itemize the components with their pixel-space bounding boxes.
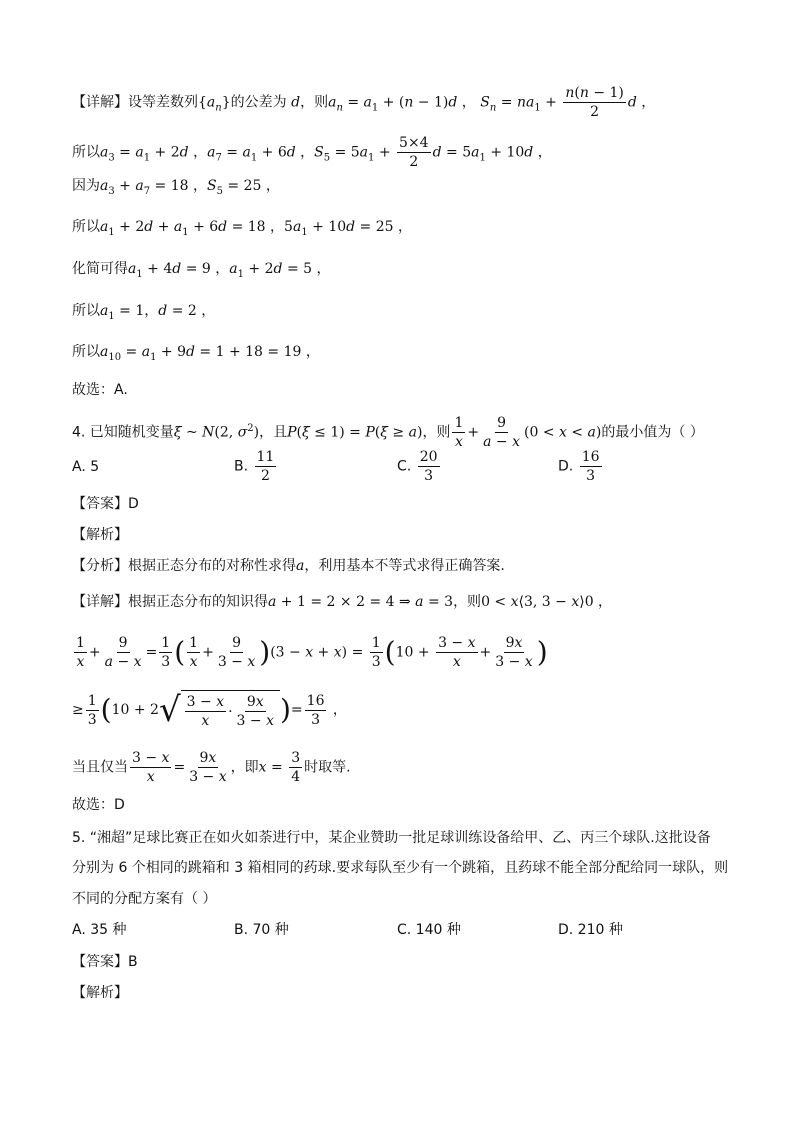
q4-option-b-num: 11 (256, 449, 275, 465)
answer-tag: 【答案】 (72, 496, 128, 512)
q4-option-b-den: 2 (260, 468, 270, 484)
q3-detail-text-2: 的公差为 (230, 94, 287, 111)
q5-option-a: A. 35 种 (72, 922, 127, 938)
q5-analysis-tag: 【解析】 (72, 985, 128, 1001)
q3-line-3-prefix: 因为 (72, 178, 100, 194)
q4-option-c-den: 3 (424, 468, 434, 484)
q4-option-b-label: B. (234, 458, 249, 475)
q5-stem-line-1: 5. “湘超”足球比赛正在如火如荼进行中，某企业赞助一批足球训练设备给甲、乙、丙三个球队.这批设备 (72, 830, 711, 846)
q4-breakdown-text-2: ，利用基本不等式求得正确答案. (304, 558, 505, 574)
q3-line-3: 因为$a_3 + a_7 = 18$ ，$S_5 = 25$ ， (72, 178, 280, 197)
q5-answer-tag: 【答案】 (72, 954, 128, 970)
q3-line-7-prefix: 所以 (72, 344, 100, 360)
q3-line-5: 化简可得$a_1 + 4d = 9$ ，$a_1 + 2d = 5$ ， (72, 261, 331, 280)
q4-option-c-num: 20 (419, 449, 438, 465)
detail-tag: 【详解】 (72, 94, 128, 111)
q4-detail-text-2: ，则 (453, 594, 482, 610)
q4-analysis-tag: 【解析】 (72, 527, 128, 543)
q3-line-6-prefix: 所以 (72, 303, 100, 319)
q4-answer-line (72, 494, 139, 514)
q4-stem-d: 的最小值为（ ） (601, 424, 704, 441)
q4-stem-b: ，且 (259, 424, 288, 441)
q5-stem-line-3: 不同的分配方案有（ ） (72, 891, 217, 907)
q4-option-d-den: 3 (586, 468, 596, 484)
breakdown-tag: 【分析】 (72, 558, 128, 574)
q4-stem-c: ，则 (422, 424, 451, 441)
q5-option-b: B. 70 种 (234, 922, 289, 938)
q5-stem-line-2: 分别为 6 个相同的跳箱和 3 箱相同的药球.要求每队至少有一个跳箱，且药球不能全部分配给同一球队，则 (72, 860, 729, 876)
q3-line-5-prefix: 化简可得 (72, 261, 128, 277)
q4-option-c-label: C. (397, 458, 412, 475)
q5-option-c: C. 140 种 (397, 922, 461, 938)
q3-detail-text: 设等差数列 (128, 94, 198, 111)
q4-detail-tag: 【详解】 (72, 594, 128, 610)
q4-breakdown-text: 根据正态分布的对称性求得 (128, 558, 296, 574)
q3-line-2: 所以$a_3 = a_1 + 2d$ ，$a_7 = a_1 + 6d$ ，$S_5 = 5a_1$ + $\frac{5\times 4}{2}$ $d = 5a_1 + 10d$ ， (72, 135, 552, 170)
q4-equality-line: 当且仅当 $\frac{3 - x}{x}$ = $\frac{9x}{3 - x}$ ，即x = $\frac{3}{4}$ 时取等. (72, 750, 351, 785)
q4-equation-1: $\frac{1}{x}$ + $\frac{9}{a - x}$ = $\frac{1}{3}$ ( $\frac{1}{x}$ + $\frac{9}{3 - x}$ )(3 − x + x) = $\frac{1}{3}$ (10 + $\frac{3 - x}{x}$ + $\frac{9x}{3 - x}$ ) (76, 635, 548, 670)
q3-detail-text-3: ，则 (300, 94, 329, 111)
q4-option-d-num: 16 (581, 449, 600, 465)
q4-equal-text-2: ，即 (230, 759, 259, 776)
q4-detail-text: 根据正态分布的知识得 (128, 594, 268, 610)
q4-stem: 4. 已知随机变量ξ ~ N(2, $\sigma^2$)，且P(ξ ≤ 1) = P(ξ ≥ a)，则 $\frac{1}{x}$ + $\frac{9}{a - x}$ (0 < x < a)的最小值为（ ） (72, 415, 704, 450)
q3-line-2-prefix: 所以 (72, 144, 100, 161)
q3-choice: 故选：A. (72, 382, 128, 398)
q3-detail-line-1: 【详解】设等差数列$\{a_n\}$的公差为 d，则$a_n = a_1 + (n - 1)d$ ， $S_n = na_1$ + $\frac{n(n - 1)}{2}$ d ， (72, 85, 656, 120)
q4-option-a: A. 5 (72, 459, 100, 475)
q4-equal-text: 当且仅当 (72, 759, 128, 776)
q4-answer: D (128, 496, 139, 512)
q3-line-7: 所以$a_{10} = a_1 + 9d = 1 + 18 = 19$ ， (72, 344, 320, 363)
q4-breakdown-line: 【分析】根据正态分布的对称性求得a，利用基本不等式求得正确答案. (72, 558, 505, 574)
q5-answer-line (72, 952, 138, 972)
q4-stem-a: 4. 已知随机变量 (72, 424, 174, 441)
q4-option-c (397, 448, 442, 485)
q3-line-6: 所以$a_1 = 1$，d = 2 ， (72, 303, 216, 322)
q4-option-b (234, 448, 278, 485)
q3-line-4: 所以$a_1 + 2d + a_1 + 6d = 18$ ，$5a_1 + 10d = 25$ ， (72, 219, 413, 238)
q4-option-d-label: D. (558, 458, 574, 475)
q4-equal-text-3: 时取等. (304, 759, 351, 776)
q4-option-d (558, 448, 604, 485)
q5-option-d: D. 210 种 (558, 922, 623, 938)
q4-choice: 故选：D (72, 797, 125, 813)
q5-answer: B (128, 954, 138, 970)
q3-line-4-prefix: 所以 (72, 219, 100, 235)
q4-detail-line: 【详解】根据正态分布的知识得a + 1 = 2 × 2 = 4 ⇒ a = 3，则0 < x⟨3, 3 − x⟩0 ， (72, 594, 613, 610)
q4-equation-2: ≥ $\frac{1}{3}$ (10 + 2 √ $\frac{3 - x}{x}$ · $\frac{9x}{3 - x}$ )= $\frac{16}{3}$ ， (72, 690, 347, 730)
